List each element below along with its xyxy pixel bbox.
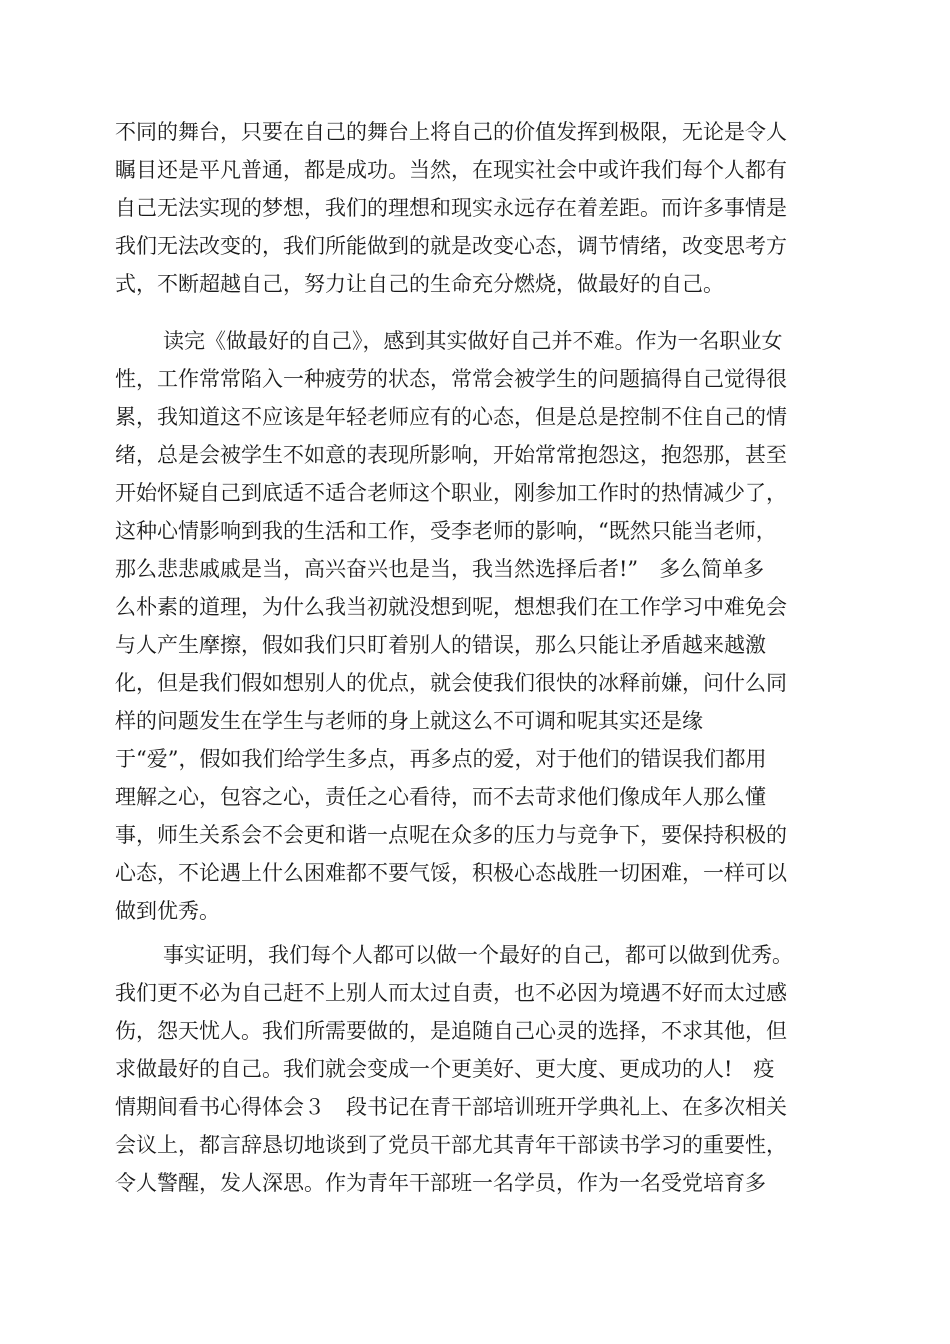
paragraph-2	[115, 322, 835, 930]
text-line: 事，师生关系会不会更和谐一点呢在众多的压力与竞争下，要保持积极的	[115, 823, 787, 847]
text-line: 那么悲悲戚戚是当，高兴奋兴也是当，我当然选择后者!” 多么简单多	[115, 557, 765, 581]
text-line: 我们无法改变的，我们所能做到的就是改变心态，调节情绪，改变思考方	[115, 234, 787, 258]
text-line: 我们更不必为自己赶不上别人而太过自责，也不必因为境遇不好而太过感	[115, 981, 787, 1005]
paragraph-3	[115, 936, 835, 1202]
text-line: 读完《做最好的自己》，感到其实做好自己并不难。作为一名职业女	[163, 329, 783, 353]
text-line: 令人警醒，发人深思。作为青年干部班一名学员，作为一名受党培育多	[115, 1171, 766, 1195]
text-line: 性，工作常常陷入一种疲劳的状态，常常会被学生的问题搞得自己觉得很	[115, 367, 787, 391]
text-line: 自己无法实现的梦想，我们的理想和现实永远存在着差距。而许多事情是	[115, 196, 787, 220]
text-line: 累，我知道这不应该是年轻老师应有的心态，但是总是控制不住自己的情	[115, 405, 787, 429]
text-line: 心态，不论遇上什么困难都不要气馁，积极心态战胜一切困难，一样可以	[115, 861, 787, 885]
text-line: 伤，怨天忧人。我们所需要做的，是追随自己心灵的选择，不求其他，但	[115, 1019, 787, 1043]
text-line: 会议上，都言辞恳切地谈到了党员干部尤其青年干部读书学习的重要性，	[115, 1133, 787, 1157]
text-line: 这种心情影响到我的生活和工作，受李老师的影响，“既然只能当老师，	[115, 519, 777, 543]
text-line: 与人产生摩擦，假如我们只盯着别人的错误，那么只能让矛盾越来越激	[115, 633, 766, 657]
text-line: 绪，总是会被学生不如意的表现所影响，开始常常抱怨这，抱怨那，甚至	[115, 443, 787, 467]
paragraph-1	[115, 113, 835, 303]
text-line: 于“爱”，假如我们给学生多点，再多点的爱，对于他们的错误我们都用	[115, 747, 767, 771]
text-line: 做到优秀。	[115, 899, 220, 923]
text-line: 么朴素的道理，为什么我当初就没想到呢，想想我们在工作学习中难免会	[115, 595, 787, 619]
text-line: 求做最好的自己。我们就会变成一个更美好、更大度、更成功的人! 疫	[115, 1057, 775, 1081]
text-line: 情期间看书心得体会３ 段书记在青干部培训班开学典礼上、在多次相关	[115, 1095, 787, 1119]
text-line: 瞩目还是平凡普通，都是成功。当然，在现实社会中或许我们每个人都有	[115, 158, 787, 182]
text-line: 开始怀疑自己到底适不适合老师这个职业，刚参加工作时的热情减少了，	[115, 481, 787, 505]
text-line: 样的问题发生在学生与老师的身上就这么不可调和呢其实还是缘	[115, 709, 703, 733]
text-line: 式，不断超越自己，努力让自己的生命充分燃烧，做最好的自己。	[115, 272, 724, 296]
text-line: 化，但是我们假如想别人的优点，就会使我们很快的冰释前嫌，问什么同	[115, 671, 787, 695]
text-line: 理解之心，包容之心，责任之心看待，而不去苛求他们像成年人那么懂	[115, 785, 766, 809]
text-line: 事实证明，我们每个人都可以做一个最好的自己，都可以做到优秀。	[163, 943, 793, 967]
text-line: 不同的舞台，只要在自己的舞台上将自己的价值发挥到极限，无论是令人	[115, 120, 787, 144]
